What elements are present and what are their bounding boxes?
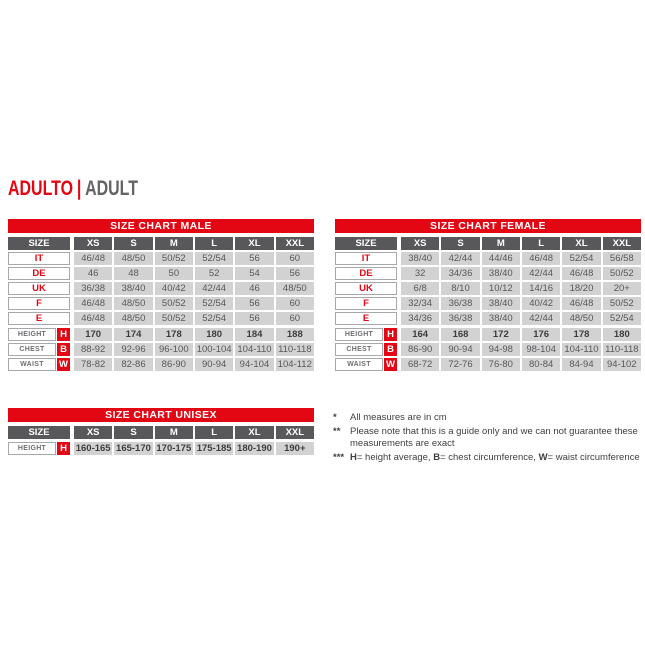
measure-value: 175-185 (196, 443, 232, 454)
size-value: 46/48 (522, 252, 560, 265)
measure-label: HEIGHT (335, 328, 383, 341)
measure-badge-h: H (384, 328, 397, 341)
size-value: 56 (235, 252, 273, 265)
conversion-row-de (8, 267, 314, 280)
size-value: 52/54 (195, 297, 233, 310)
measure-value: 72-76 (441, 358, 479, 371)
measure-value: 170 (74, 328, 112, 341)
size-value: 56 (276, 267, 314, 280)
measure-value: 104-110 (235, 343, 273, 356)
measure-label: CHEST (8, 343, 56, 356)
footnote-1 (333, 412, 645, 425)
size-value: 48/50 (114, 312, 152, 325)
measure-value: 76-80 (482, 358, 520, 371)
size-chart-female-table (335, 219, 641, 373)
footnote-marker: *** (333, 451, 345, 463)
size-value: 52/54 (195, 252, 233, 265)
measure-label: WAIST (335, 358, 383, 371)
measure-badge-w: W (57, 358, 70, 371)
size-value: 50/52 (155, 252, 193, 265)
footnote-bold-term: W (538, 451, 548, 463)
measure-value: 104-112 (276, 358, 314, 371)
measure-row-waist (335, 358, 641, 371)
size-column-header: SIZE (8, 237, 70, 250)
size-value: 50/52 (603, 297, 641, 310)
measure-value: 100-104 (196, 344, 232, 355)
measure-label-group (8, 328, 70, 341)
column-header-xxl: XXL (603, 237, 641, 250)
conversion-row-uk (8, 282, 314, 295)
column-header-xl: XL (235, 237, 273, 250)
footnote-2 (333, 426, 645, 451)
table-title: SIZE CHART UNISEX (8, 408, 314, 422)
size-value: 60 (276, 252, 314, 265)
footnote-text (350, 452, 645, 465)
measure-value: 168 (441, 328, 479, 341)
size-value: 52 (195, 267, 233, 280)
size-value: 38/40 (114, 282, 152, 295)
measure-value: 88-92 (74, 343, 112, 356)
column-header-m: M (482, 237, 520, 250)
column-header-l: L (522, 237, 560, 250)
footnote-segment: = waist circumference (547, 451, 640, 463)
column-header-xxl: XXL (276, 237, 314, 250)
size-value: 48/50 (114, 297, 152, 310)
region-label: DE (335, 267, 397, 280)
size-value: 60 (276, 312, 314, 325)
measure-label: HEIGHT (8, 442, 56, 455)
size-value: 52/54 (195, 312, 233, 325)
conversion-row-f (8, 297, 314, 310)
measure-value: 190+ (276, 442, 314, 455)
title-separator: | (76, 177, 82, 200)
measure-value: 86-90 (155, 358, 193, 371)
measure-label: CHEST (335, 343, 383, 356)
measure-label-group (8, 358, 70, 371)
measure-value: 90-94 (441, 343, 479, 356)
measure-row-chest (335, 343, 641, 356)
size-value: 48/50 (562, 312, 600, 325)
column-header-xs: XS (74, 237, 112, 250)
measure-value: 110-118 (603, 343, 641, 356)
region-label: IT (8, 252, 70, 265)
size-value: 46/48 (562, 267, 600, 280)
size-column-header: SIZE (335, 237, 397, 250)
measure-value: 184 (235, 328, 273, 341)
table-title: SIZE CHART MALE (8, 219, 314, 233)
size-value: 46/48 (74, 312, 112, 325)
measure-row-chest (8, 343, 314, 356)
measure-value: 98-104 (522, 343, 560, 356)
size-value: 38/40 (482, 312, 520, 325)
size-value: 48/50 (114, 252, 152, 265)
conversion-row-e (335, 312, 641, 325)
measure-badge-b: B (57, 343, 70, 356)
size-value: 36/38 (74, 282, 112, 295)
column-header-s: S (441, 237, 479, 250)
title-adult: ADULT (85, 177, 138, 200)
table-header-row (8, 426, 314, 439)
measure-value: 164 (401, 328, 439, 341)
column-header-m: M (155, 237, 193, 250)
footnote-marker: * (333, 412, 337, 423)
footnote-segment: = chest circumference, (440, 451, 539, 463)
region-label: F (335, 297, 397, 310)
measure-label-group (335, 328, 397, 341)
region-label: E (8, 312, 70, 325)
size-value: 42/44 (522, 267, 560, 280)
size-chart-unisex-table (8, 408, 314, 457)
measure-value: 178 (155, 328, 193, 341)
size-value: 46/48 (74, 297, 112, 310)
measure-value: 78-82 (74, 358, 112, 371)
footnote-bold-term: H (350, 451, 357, 463)
footnote-text (350, 412, 645, 425)
table-header-row (8, 237, 314, 250)
size-value: 32/34 (401, 297, 439, 310)
size-value: 20+ (603, 282, 641, 295)
size-column-header: SIZE (8, 426, 70, 439)
measure-value: 188 (276, 328, 314, 341)
measure-row-height (8, 442, 314, 455)
measure-value: 94-102 (603, 358, 641, 371)
table-header-row (335, 237, 641, 250)
conversion-row-uk (335, 282, 641, 295)
measure-label-group (8, 343, 70, 356)
size-value: 42/44 (441, 252, 479, 265)
measure-label-group (335, 343, 397, 356)
size-value: 32 (401, 267, 439, 280)
size-value: 46 (235, 282, 273, 295)
measure-value: 160-165 (75, 443, 111, 454)
region-label: IT (335, 252, 397, 265)
measure-badge-h: H (57, 442, 70, 455)
measure-value: 94-104 (235, 358, 273, 371)
measure-value: 180-190 (237, 443, 272, 454)
size-value: 10/12 (482, 282, 520, 295)
footnote-segment: Please note that this is a guide only and we can not guarantee these measurements are exact (350, 425, 638, 449)
size-value: 50/52 (155, 297, 193, 310)
measure-value: 86-90 (401, 343, 439, 356)
size-value: 46/48 (562, 297, 600, 310)
measure-value: 90-94 (195, 358, 233, 371)
size-value: 14/16 (522, 282, 560, 295)
conversion-row-f (335, 297, 641, 310)
measure-value: 170-175 (156, 443, 192, 454)
size-value: 8/10 (441, 282, 479, 295)
measure-row-height (8, 328, 314, 341)
size-value: 50/52 (155, 312, 193, 325)
size-value: 44/46 (482, 252, 520, 265)
region-label: UK (8, 282, 70, 295)
size-value: 60 (276, 297, 314, 310)
size-value: 52/54 (603, 312, 641, 325)
column-header-xl: XL (235, 426, 273, 439)
size-value: 52/54 (562, 252, 600, 265)
column-header-s: S (114, 426, 152, 439)
table-title: SIZE CHART FEMALE (335, 219, 641, 233)
region-label: DE (8, 267, 70, 280)
region-label: E (335, 312, 397, 325)
measure-label-group (335, 358, 397, 371)
measure-row-height (335, 328, 641, 341)
measure-label: WAIST (8, 358, 56, 371)
measure-badge-b: B (384, 343, 397, 356)
measure-value: 68-72 (401, 358, 439, 371)
measure-value: 180 (195, 328, 233, 341)
size-value: 42/44 (522, 312, 560, 325)
size-value: 38/40 (482, 297, 520, 310)
conversion-row-it (8, 252, 314, 265)
size-value: 50 (155, 267, 193, 280)
measure-value: 84-94 (562, 358, 600, 371)
size-value: 6/8 (401, 282, 439, 295)
size-value: 34/36 (441, 267, 479, 280)
size-value: 36/38 (441, 312, 479, 325)
column-header-xxl: XXL (276, 426, 314, 439)
size-chart-male-table (8, 219, 314, 373)
conversion-row-it (335, 252, 641, 265)
size-value: 48 (114, 267, 152, 280)
column-header-xs: XS (74, 426, 112, 439)
region-label: UK (335, 282, 397, 295)
size-value: 46/48 (74, 252, 112, 265)
footnote-marker: ** (333, 425, 341, 437)
measure-value: 82-86 (114, 358, 152, 371)
size-value: 56/58 (603, 252, 641, 265)
size-value: 18/20 (562, 282, 600, 295)
size-value: 38/40 (401, 252, 439, 265)
region-label: F (8, 297, 70, 310)
measure-value: 92-96 (114, 343, 152, 356)
size-value: 56 (235, 312, 273, 325)
measure-value: 174 (114, 328, 152, 341)
footnote-segment: = height average, (356, 451, 434, 463)
measure-value: 104-110 (562, 343, 600, 356)
size-value: 50/52 (603, 267, 641, 280)
footnote-bold-term: B (433, 451, 441, 463)
page-title (8, 177, 138, 201)
measure-value: 165-170 (116, 443, 151, 454)
column-header-m: M (155, 426, 193, 439)
measure-value: 96-100 (155, 343, 193, 356)
conversion-row-de (335, 267, 641, 280)
column-header-xl: XL (562, 237, 600, 250)
measure-value: 80-84 (522, 358, 560, 371)
measure-badge-w: W (384, 358, 397, 371)
size-value: 56 (235, 297, 273, 310)
measure-value: 94-98 (482, 343, 520, 356)
size-value: 42/44 (195, 282, 233, 295)
size-value: 46 (74, 267, 112, 280)
size-value: 36/38 (441, 297, 479, 310)
size-value: 34/36 (401, 312, 439, 325)
size-value: 54 (235, 267, 273, 280)
measure-row-waist (8, 358, 314, 371)
column-header-l: L (195, 237, 233, 250)
footnote-3 (333, 452, 645, 465)
size-value: 40/42 (522, 297, 560, 310)
measure-value: 180 (603, 328, 641, 341)
size-value: 40/42 (155, 282, 193, 295)
title-adulto: ADULTO (8, 177, 74, 200)
column-header-s: S (114, 237, 152, 250)
size-value: 48/50 (276, 282, 314, 295)
measure-value: 172 (482, 328, 520, 341)
column-header-l: L (195, 426, 233, 439)
measure-value: 110-118 (276, 343, 314, 356)
column-header-xs: XS (401, 237, 439, 250)
measure-label: HEIGHT (8, 328, 56, 341)
conversion-row-e (8, 312, 314, 325)
measure-value: 178 (562, 328, 600, 341)
size-value: 38/40 (482, 267, 520, 280)
measure-badge-h: H (57, 328, 70, 341)
measure-value: 176 (522, 328, 560, 341)
footnotes (333, 412, 645, 465)
footnote-segment: All measures are in cm (350, 412, 447, 423)
measure-label-group (8, 442, 70, 455)
footnote-text (350, 426, 645, 451)
